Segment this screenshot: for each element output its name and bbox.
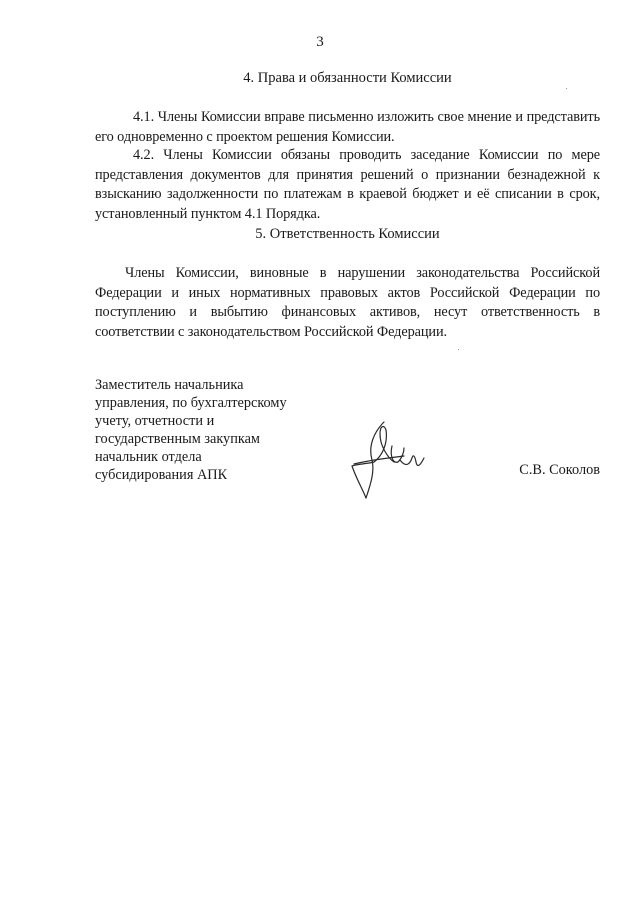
section-4-paragraph-2: 4.2. Члены Комиссии обязаны проводить заседание Комиссии по мере представления документов для принятия решений о признании безнадежной к взысканию задолженности по платежам в краевой бюджет и её списании в срок, установленный пунктом 4.1 Порядка.	[95, 147, 600, 222]
section-4-paragraph-1: 4.1. Члены Комиссии вправе письменно изложить свое мнение и представить его одновременно с проектом решения Комиссии.	[95, 109, 600, 145]
signer-title-line: Заместитель начальника	[95, 377, 244, 393]
signer-name: С.В. Соколов	[519, 462, 600, 478]
signer-title-line: государственным закупкам	[95, 431, 260, 447]
page-number: 3	[316, 34, 324, 50]
signer-title-line: учету, отчетности и	[95, 413, 215, 429]
section-5-heading: 5. Ответственность Комиссии	[255, 226, 440, 242]
section-4-heading: 4. Права и обязанности Комиссии	[243, 70, 452, 86]
handwritten-signature	[344, 418, 434, 502]
signer-title-line: начальник отдела	[95, 449, 202, 465]
scan-speck	[566, 88, 567, 89]
signer-position-title	[95, 376, 325, 484]
scan-speck	[458, 349, 459, 350]
signer-title-line: субсидирования АПК	[95, 467, 228, 483]
section-5-paragraph: Члены Комиссии, виновные в нарушении законодательства Российской Федерации и иных нормативных правовых актов Российской Федерации по поступлению и выбытию финансовых активов, несут ответственность в соответствии с законодательством Российской Федерации.	[95, 265, 600, 340]
signer-title-line: управления, по бухгалтерскому	[95, 395, 287, 411]
